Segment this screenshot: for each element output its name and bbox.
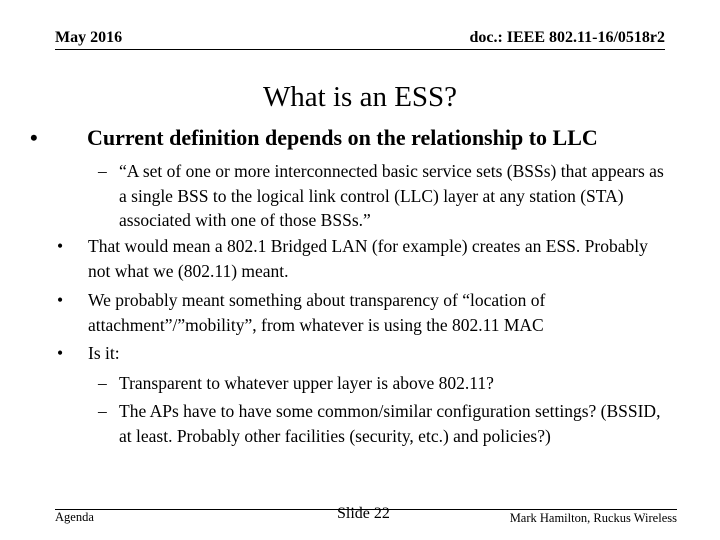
dash-marker: –: [98, 373, 107, 393]
bullet-dot: •: [57, 343, 64, 363]
bullet-dot: •: [57, 236, 64, 256]
main-bullet-text: Current definition depends on the relationship to LLC: [87, 125, 598, 150]
bullet-text: We probably meant something about transparency of “location of attachment”/”mobility”, from whatever is using the 802.11 MAC: [88, 290, 546, 335]
slide-title: What is an ESS?: [262, 81, 458, 113]
bullet-dot: •: [57, 290, 64, 310]
header-divider: [55, 49, 665, 50]
sub-bullet-text: Transparent to whatever upper layer is above 802.11?: [119, 373, 494, 393]
dash-marker: –: [98, 401, 107, 421]
footer-agenda: Agenda: [55, 510, 94, 524]
footer-author: Mark Hamilton, Ruckus Wireless: [509, 511, 677, 525]
dash-marker: –: [98, 161, 107, 181]
bullet-dot: •: [30, 125, 38, 150]
quote-text: “A set of one or more interconnected basic service sets (BSSs) that appears as a single BSS to the logical link control (LLC) layer at any station (STA) associated with one of those BSSs.”: [119, 161, 664, 230]
header-date: May 2016: [55, 29, 123, 46]
sub-bullet-text: The APs have to have some common/similar configuration settings? (BSSID, at least. Probably other facilities (security, etc.) and policies?): [119, 401, 661, 446]
header-doc-id: doc.: IEEE 802.11-16/0518r2: [469, 29, 665, 46]
bullet-text: That would mean a 802.1 Bridged LAN (for example) creates an ESS. Probably not what we (802.11) meant.: [88, 236, 648, 281]
bullet-text: Is it:: [88, 343, 120, 363]
slide-number: Slide 22: [337, 505, 390, 522]
